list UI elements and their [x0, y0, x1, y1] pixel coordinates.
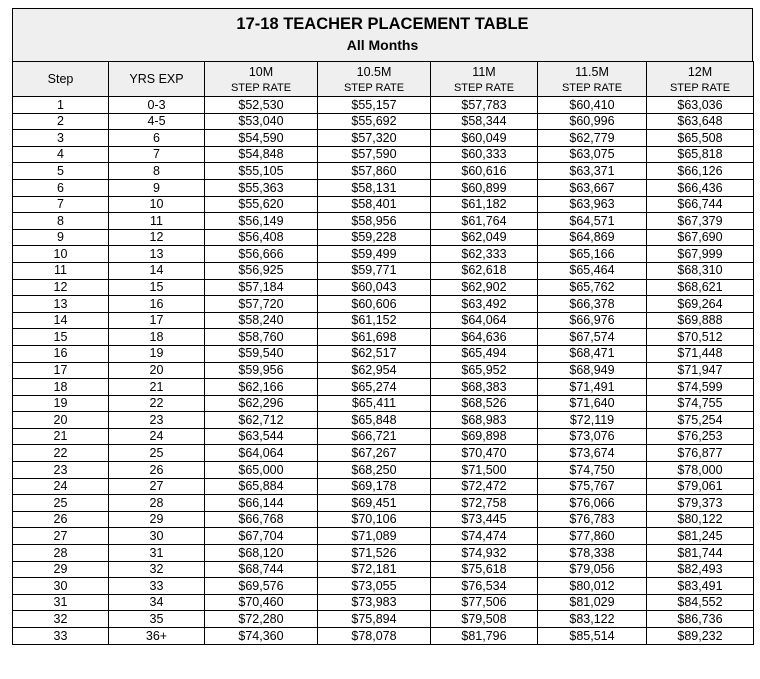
step-cell: 21	[13, 428, 109, 445]
rate-12m-cell: $67,379	[647, 213, 754, 230]
yrs-exp-cell: 19	[109, 345, 205, 362]
header-11m: 11M	[431, 62, 538, 81]
step-cell: 30	[13, 578, 109, 595]
rate-12m-cell: $70,512	[647, 329, 754, 346]
rate-10-5m-cell: $57,860	[318, 163, 431, 180]
rate-11m-cell: $60,899	[431, 179, 538, 196]
rate-10m-cell: $68,120	[205, 545, 318, 562]
rate-12m-cell: $69,264	[647, 296, 754, 313]
yrs-exp-cell: 22	[109, 395, 205, 412]
rate-10m-cell: $65,000	[205, 462, 318, 479]
rate-10-5m-cell: $61,698	[318, 329, 431, 346]
rate-12m-cell: $69,888	[647, 312, 754, 329]
rate-11m-cell: $72,758	[431, 495, 538, 512]
rate-11m-cell: $64,636	[431, 329, 538, 346]
rate-11m-cell: $58,344	[431, 113, 538, 130]
rate-10m-cell: $58,240	[205, 312, 318, 329]
rate-12m-cell: $74,599	[647, 379, 754, 396]
rate-11-5m-cell: $71,491	[538, 379, 647, 396]
rate-12m-cell: $81,245	[647, 528, 754, 545]
rate-11m-cell: $71,500	[431, 462, 538, 479]
header-10-5m: 10.5M	[318, 62, 431, 81]
table-row	[13, 445, 754, 462]
rate-10-5m-cell: $58,956	[318, 213, 431, 230]
yrs-exp-cell: 9	[109, 179, 205, 196]
yrs-exp-cell: 8	[109, 163, 205, 180]
rate-10m-cell: $72,280	[205, 611, 318, 628]
rate-10m-cell: $69,576	[205, 578, 318, 595]
yrs-exp-cell: 32	[109, 561, 205, 578]
rate-10m-cell: $53,040	[205, 113, 318, 130]
yrs-exp-cell: 18	[109, 329, 205, 346]
yrs-exp-cell: 12	[109, 229, 205, 246]
rate-11m-cell: $73,445	[431, 511, 538, 528]
step-cell: 11	[13, 262, 109, 279]
step-cell: 29	[13, 561, 109, 578]
rate-12m-cell: $74,755	[647, 395, 754, 412]
rate-10-5m-cell: $66,721	[318, 428, 431, 445]
rate-10m-cell: $63,544	[205, 428, 318, 445]
rate-10m-cell: $64,064	[205, 445, 318, 462]
rate-10m-cell: $54,590	[205, 130, 318, 147]
rate-11-5m-cell: $81,029	[538, 594, 647, 611]
rate-11m-cell: $68,526	[431, 395, 538, 412]
yrs-exp-cell: 36+	[109, 628, 205, 645]
table-row	[13, 246, 754, 263]
header-12m-sub: STEP RATE	[647, 80, 754, 97]
rate-11-5m-cell: $63,371	[538, 163, 647, 180]
table-row	[13, 395, 754, 412]
table-row	[13, 578, 754, 595]
rate-11-5m-cell: $60,996	[538, 113, 647, 130]
rate-11-5m-cell: $71,640	[538, 395, 647, 412]
table-row	[13, 379, 754, 396]
yrs-exp-cell: 14	[109, 262, 205, 279]
rate-11m-cell: $62,049	[431, 229, 538, 246]
rate-11m-cell: $62,618	[431, 262, 538, 279]
step-cell: 20	[13, 412, 109, 429]
yrs-exp-cell: 23	[109, 412, 205, 429]
rate-10-5m-cell: $55,157	[318, 97, 431, 114]
yrs-exp-cell: 16	[109, 296, 205, 313]
step-cell: 31	[13, 594, 109, 611]
rate-12m-cell: $76,877	[647, 445, 754, 462]
rate-11m-cell: $81,796	[431, 628, 538, 645]
rate-10m-cell: $52,530	[205, 97, 318, 114]
rate-10-5m-cell: $73,983	[318, 594, 431, 611]
rate-11m-cell: $60,616	[431, 163, 538, 180]
rate-11m-cell: $63,492	[431, 296, 538, 313]
rate-11m-cell: $65,494	[431, 345, 538, 362]
rate-10-5m-cell: $70,106	[318, 511, 431, 528]
rate-10-5m-cell: $58,131	[318, 179, 431, 196]
rate-10m-cell: $57,720	[205, 296, 318, 313]
rate-11m-cell: $70,470	[431, 445, 538, 462]
rate-11-5m-cell: $67,574	[538, 329, 647, 346]
rate-10m-cell: $56,408	[205, 229, 318, 246]
table-row	[13, 113, 754, 130]
rate-10-5m-cell: $60,043	[318, 279, 431, 296]
rate-11m-cell: $74,474	[431, 528, 538, 545]
yrs-exp-cell: 28	[109, 495, 205, 512]
rate-11-5m-cell: $64,571	[538, 213, 647, 230]
rate-11-5m-cell: $66,976	[538, 312, 647, 329]
rate-11-5m-cell: $64,869	[538, 229, 647, 246]
rate-11-5m-cell: $83,122	[538, 611, 647, 628]
step-cell: 17	[13, 362, 109, 379]
step-cell: 6	[13, 179, 109, 196]
rate-11m-cell: $62,333	[431, 246, 538, 263]
rate-10-5m-cell: $71,526	[318, 545, 431, 562]
rate-11-5m-cell: $63,075	[538, 146, 647, 163]
rate-12m-cell: $79,373	[647, 495, 754, 512]
rate-10m-cell: $62,296	[205, 395, 318, 412]
table-row	[13, 594, 754, 611]
yrs-exp-cell: 27	[109, 478, 205, 495]
rate-11m-cell: $69,898	[431, 428, 538, 445]
rate-11-5m-cell: $62,779	[538, 130, 647, 147]
yrs-exp-cell: 25	[109, 445, 205, 462]
rate-12m-cell: $83,491	[647, 578, 754, 595]
table-body	[13, 97, 754, 645]
yrs-exp-cell: 13	[109, 246, 205, 263]
step-cell: 19	[13, 395, 109, 412]
rate-11-5m-cell: $68,471	[538, 345, 647, 362]
rate-11-5m-cell: $76,066	[538, 495, 647, 512]
yrs-exp-cell: 30	[109, 528, 205, 545]
step-cell: 13	[13, 296, 109, 313]
rate-11m-cell: $76,534	[431, 578, 538, 595]
rate-11-5m-cell: $63,963	[538, 196, 647, 213]
rate-11m-cell: $79,508	[431, 611, 538, 628]
title-block	[12, 8, 753, 61]
rate-10m-cell: $57,184	[205, 279, 318, 296]
step-cell: 7	[13, 196, 109, 213]
step-cell: 4	[13, 146, 109, 163]
step-cell: 9	[13, 229, 109, 246]
rate-11-5m-cell: $65,166	[538, 246, 647, 263]
yrs-exp-cell: 31	[109, 545, 205, 562]
step-cell: 15	[13, 329, 109, 346]
rate-11m-cell: $77,506	[431, 594, 538, 611]
rate-12m-cell: $66,744	[647, 196, 754, 213]
yrs-exp-cell: 29	[109, 511, 205, 528]
yrs-exp-cell: 4-5	[109, 113, 205, 130]
rate-11m-cell: $74,932	[431, 545, 538, 562]
yrs-exp-cell: 26	[109, 462, 205, 479]
yrs-exp-cell: 20	[109, 362, 205, 379]
step-cell: 1	[13, 97, 109, 114]
yrs-exp-cell: 10	[109, 196, 205, 213]
step-cell: 16	[13, 345, 109, 362]
rate-10m-cell: $59,540	[205, 345, 318, 362]
rate-10-5m-cell: $57,590	[318, 146, 431, 163]
header-12m: 12M	[647, 62, 754, 81]
table-row	[13, 528, 754, 545]
rate-11m-cell: $61,182	[431, 196, 538, 213]
rate-10-5m-cell: $62,954	[318, 362, 431, 379]
yrs-exp-cell: 34	[109, 594, 205, 611]
header-yrs-exp: YRS EXP	[109, 62, 205, 97]
yrs-exp-cell: 11	[109, 213, 205, 230]
table-title: 17-18 TEACHER PLACEMENT TABLE	[236, 15, 529, 33]
placement-table-sheet	[12, 8, 753, 645]
rate-12m-cell: $67,999	[647, 246, 754, 263]
header-10m: 10M	[205, 62, 318, 81]
rate-10m-cell: $56,149	[205, 213, 318, 230]
table-row	[13, 296, 754, 313]
rate-11m-cell: $61,764	[431, 213, 538, 230]
rate-12m-cell: $76,253	[647, 428, 754, 445]
table-row	[13, 345, 754, 362]
step-cell: 28	[13, 545, 109, 562]
rate-12m-cell: $71,448	[647, 345, 754, 362]
rate-10-5m-cell: $59,228	[318, 229, 431, 246]
step-cell: 18	[13, 379, 109, 396]
step-cell: 3	[13, 130, 109, 147]
rate-12m-cell: $79,061	[647, 478, 754, 495]
rate-11m-cell: $57,783	[431, 97, 538, 114]
rate-12m-cell: $63,648	[647, 113, 754, 130]
table-row	[13, 97, 754, 114]
step-cell: 25	[13, 495, 109, 512]
table-row	[13, 428, 754, 445]
table-row	[13, 611, 754, 628]
rate-11-5m-cell: $79,056	[538, 561, 647, 578]
placement-table	[12, 61, 754, 645]
step-cell: 24	[13, 478, 109, 495]
rate-10-5m-cell: $68,250	[318, 462, 431, 479]
rate-10-5m-cell: $75,894	[318, 611, 431, 628]
rate-11-5m-cell: $80,012	[538, 578, 647, 595]
rate-12m-cell: $82,493	[647, 561, 754, 578]
header-11-5m-sub: STEP RATE	[538, 80, 647, 97]
table-row	[13, 163, 754, 180]
header-11-5m: 11.5M	[538, 62, 647, 81]
rate-12m-cell: $75,254	[647, 412, 754, 429]
rate-10-5m-cell: $72,181	[318, 561, 431, 578]
rate-11-5m-cell: $66,378	[538, 296, 647, 313]
rate-11-5m-cell: $73,674	[538, 445, 647, 462]
yrs-exp-cell: 6	[109, 130, 205, 147]
rate-11-5m-cell: $65,762	[538, 279, 647, 296]
rate-12m-cell: $89,232	[647, 628, 754, 645]
table-row	[13, 279, 754, 296]
rate-11m-cell: $72,472	[431, 478, 538, 495]
rate-11-5m-cell: $77,860	[538, 528, 647, 545]
table-row	[13, 478, 754, 495]
rate-10-5m-cell: $61,152	[318, 312, 431, 329]
step-cell: 23	[13, 462, 109, 479]
rate-10-5m-cell: $65,411	[318, 395, 431, 412]
rate-12m-cell: $65,508	[647, 130, 754, 147]
rate-10-5m-cell: $73,055	[318, 578, 431, 595]
rate-10m-cell: $55,620	[205, 196, 318, 213]
rate-11-5m-cell: $73,076	[538, 428, 647, 445]
rate-10m-cell: $68,744	[205, 561, 318, 578]
rate-11m-cell: $60,049	[431, 130, 538, 147]
yrs-exp-cell: 0-3	[109, 97, 205, 114]
step-cell: 14	[13, 312, 109, 329]
rate-10m-cell: $56,666	[205, 246, 318, 263]
rate-12m-cell: $65,818	[647, 146, 754, 163]
rate-10m-cell: $56,925	[205, 262, 318, 279]
yrs-exp-cell: 24	[109, 428, 205, 445]
rate-10-5m-cell: $59,771	[318, 262, 431, 279]
rate-10m-cell: $62,166	[205, 379, 318, 396]
step-cell: 12	[13, 279, 109, 296]
table-row	[13, 511, 754, 528]
rate-10-5m-cell: $62,517	[318, 345, 431, 362]
rate-10-5m-cell: $55,692	[318, 113, 431, 130]
rate-11-5m-cell: $65,464	[538, 262, 647, 279]
rate-11-5m-cell: $78,338	[538, 545, 647, 562]
rate-12m-cell: $71,947	[647, 362, 754, 379]
rate-10m-cell: $65,884	[205, 478, 318, 495]
rate-10-5m-cell: $57,320	[318, 130, 431, 147]
rate-10m-cell: $58,760	[205, 329, 318, 346]
table-row	[13, 362, 754, 379]
rate-11m-cell: $68,383	[431, 379, 538, 396]
rate-12m-cell: $86,736	[647, 611, 754, 628]
rate-11m-cell: $60,333	[431, 146, 538, 163]
rate-10m-cell: $55,105	[205, 163, 318, 180]
header-11m-sub: STEP RATE	[431, 80, 538, 97]
rate-10-5m-cell: $60,606	[318, 296, 431, 313]
rate-11-5m-cell: $85,514	[538, 628, 647, 645]
rate-10m-cell: $74,360	[205, 628, 318, 645]
step-cell: 27	[13, 528, 109, 545]
rate-12m-cell: $68,310	[647, 262, 754, 279]
rate-12m-cell: $68,621	[647, 279, 754, 296]
step-cell: 22	[13, 445, 109, 462]
table-row	[13, 262, 754, 279]
yrs-exp-cell: 35	[109, 611, 205, 628]
rate-10-5m-cell: $69,178	[318, 478, 431, 495]
table-row	[13, 495, 754, 512]
table-subtitle: All Months	[346, 37, 419, 53]
table-row	[13, 146, 754, 163]
rate-11-5m-cell: $74,750	[538, 462, 647, 479]
rate-10-5m-cell: $69,451	[318, 495, 431, 512]
header-10-5m-sub: STEP RATE	[318, 80, 431, 97]
rate-12m-cell: $80,122	[647, 511, 754, 528]
rate-11-5m-cell: $60,410	[538, 97, 647, 114]
rate-10-5m-cell: $65,848	[318, 412, 431, 429]
rate-12m-cell: $84,552	[647, 594, 754, 611]
rate-11-5m-cell: $75,767	[538, 478, 647, 495]
step-cell: 33	[13, 628, 109, 645]
table-row	[13, 312, 754, 329]
rate-12m-cell: $81,744	[647, 545, 754, 562]
rate-12m-cell: $78,000	[647, 462, 754, 479]
rate-12m-cell: $63,036	[647, 97, 754, 114]
rate-10-5m-cell: $71,089	[318, 528, 431, 545]
rate-12m-cell: $67,690	[647, 229, 754, 246]
rate-10m-cell: $70,460	[205, 594, 318, 611]
rate-11m-cell: $64,064	[431, 312, 538, 329]
yrs-exp-cell: 15	[109, 279, 205, 296]
rate-11m-cell: $62,902	[431, 279, 538, 296]
rate-10-5m-cell: $78,078	[318, 628, 431, 645]
table-row	[13, 130, 754, 147]
rate-10-5m-cell: $58,401	[318, 196, 431, 213]
rate-10-5m-cell: $65,274	[318, 379, 431, 396]
rate-10m-cell: $66,144	[205, 495, 318, 512]
table-row	[13, 462, 754, 479]
yrs-exp-cell: 33	[109, 578, 205, 595]
rate-11m-cell: $75,618	[431, 561, 538, 578]
rate-11-5m-cell: $76,783	[538, 511, 647, 528]
rate-10m-cell: $66,768	[205, 511, 318, 528]
rate-10m-cell: $54,848	[205, 146, 318, 163]
rate-10-5m-cell: $67,267	[318, 445, 431, 462]
step-cell: 2	[13, 113, 109, 130]
step-cell: 32	[13, 611, 109, 628]
rate-10m-cell: $59,956	[205, 362, 318, 379]
rate-12m-cell: $66,126	[647, 163, 754, 180]
table-row	[13, 545, 754, 562]
rate-11m-cell: $65,952	[431, 362, 538, 379]
table-row	[13, 229, 754, 246]
table-row	[13, 213, 754, 230]
rate-11-5m-cell: $63,667	[538, 179, 647, 196]
header-step: Step	[13, 62, 109, 97]
table-row	[13, 628, 754, 645]
yrs-exp-cell: 17	[109, 312, 205, 329]
yrs-exp-cell: 21	[109, 379, 205, 396]
yrs-exp-cell: 7	[109, 146, 205, 163]
rate-11-5m-cell: $68,949	[538, 362, 647, 379]
step-cell: 8	[13, 213, 109, 230]
rate-10-5m-cell: $59,499	[318, 246, 431, 263]
rate-10m-cell: $55,363	[205, 179, 318, 196]
rate-11m-cell: $68,983	[431, 412, 538, 429]
step-cell: 5	[13, 163, 109, 180]
header-10m-sub: STEP RATE	[205, 80, 318, 97]
table-row	[13, 196, 754, 213]
step-cell: 26	[13, 511, 109, 528]
table-row	[13, 329, 754, 346]
rate-11-5m-cell: $72,119	[538, 412, 647, 429]
rate-12m-cell: $66,436	[647, 179, 754, 196]
rate-10m-cell: $67,704	[205, 528, 318, 545]
step-cell: 10	[13, 246, 109, 263]
table-row	[13, 561, 754, 578]
table-row	[13, 179, 754, 196]
table-row	[13, 412, 754, 429]
rate-10m-cell: $62,712	[205, 412, 318, 429]
